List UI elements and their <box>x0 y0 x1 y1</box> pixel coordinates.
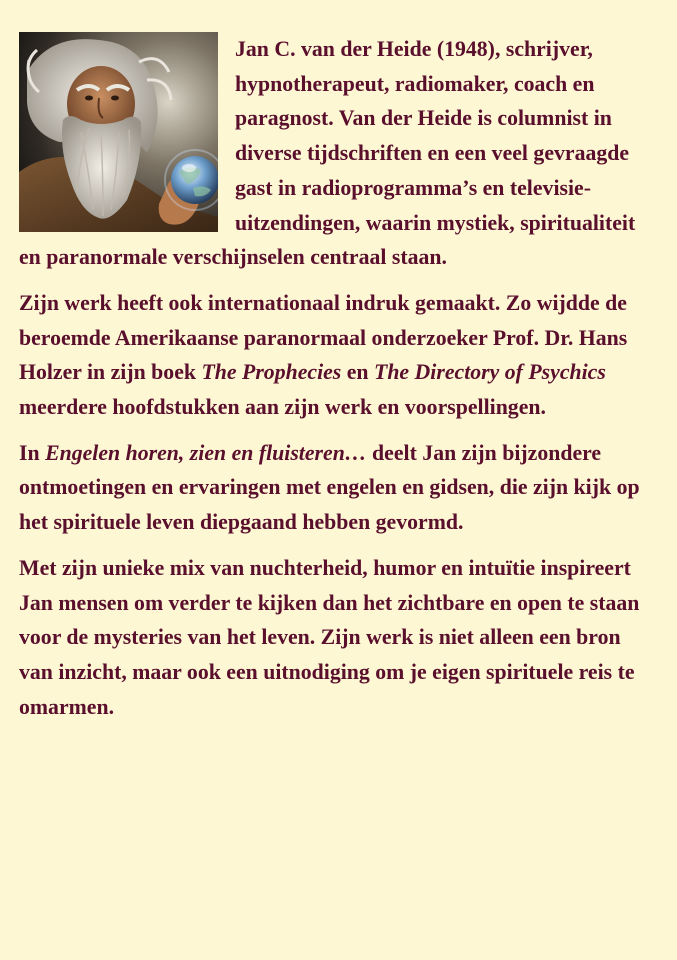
author-bio <box>19 32 659 735</box>
international-text-start: Zijn werk heeft ook internationaal indruk gemaakt. Zo wijdde de beroemde Amerikaanse paranormaal onderzoeker Prof. Dr. Hans Holzer in zijn boek <box>19 290 628 385</box>
closing-paragraph <box>19 551 659 725</box>
author-name-years: Jan C. van der Heide (1948), <box>235 37 501 61</box>
author-portrait <box>19 32 218 232</box>
international-paragraph <box>19 286 659 425</box>
international-text-end: meerdere hoofdstukken aan zijn werk en voorspellingen. <box>19 395 546 420</box>
book-title-directory: The Directory of Psychics <box>374 360 606 385</box>
book-text-end: deelt Jan zijn bijzondere ontmoetingen en ervaringen met engelen en gidsen, die zijn kijk op het spirituele leven diepgaand hebben gevormd. <box>19 440 640 535</box>
intro-text: schrijver, hypnotherapeut, radiomaker, coach en paragnost. Van der Heide is columnist in diverse tijdschriften en een veel gevraagde gast in radioprogramma’s en televisie-uitzendingen, waarin mystiek, spiritualiteit en paranormale verschijnselen centraal staan. <box>19 37 636 270</box>
book-text-start: In <box>19 440 46 465</box>
book-title-engelen: Engelen horen, zien en fluisteren… <box>45 440 367 465</box>
book-title-prophecies: The Prophecies <box>201 360 342 385</box>
book-paragraph <box>19 436 659 540</box>
closing-text: Met zijn unieke mix van nuchterheid, humor en intuïtie inspireert Jan mensen om verder te kijken dan het zichtbare en open te staan voor de mysteries van het leven. Zijn werk is niet alleen een bron van inzicht, maar ook een uitnodiging om je eigen spirituele reis te omarmen. <box>19 555 640 719</box>
international-text-and: en <box>341 360 374 385</box>
